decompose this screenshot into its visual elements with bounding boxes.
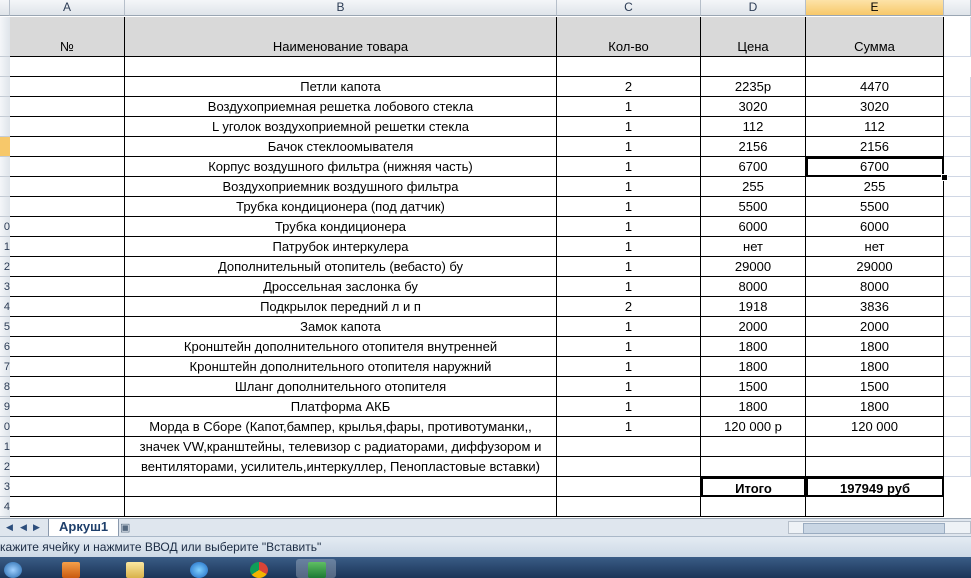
empty-cell[interactable] xyxy=(944,437,971,457)
taskbar xyxy=(0,557,971,578)
item-sum-cell[interactable]: 29000 xyxy=(806,257,944,277)
row-header[interactable]: 4 xyxy=(0,297,10,317)
item-sum-cell[interactable]: 2000 xyxy=(806,317,944,337)
fill-handle[interactable] xyxy=(941,174,948,181)
empty-cell[interactable] xyxy=(557,57,701,77)
num-cell[interactable] xyxy=(10,97,125,117)
item-price-cell[interactable]: 112 xyxy=(701,117,806,137)
empty-cell[interactable] xyxy=(944,357,971,377)
item-name-cell[interactable]: Морда в Сборе (Капот,бампер, крылья,фары, противотуманки,, xyxy=(125,417,557,437)
num-cell[interactable] xyxy=(10,297,125,317)
row-header[interactable]: 3 xyxy=(0,477,10,497)
header-name-cell[interactable]: Наименование товара xyxy=(125,17,557,57)
item-qty-cell[interactable]: 2 xyxy=(557,297,701,317)
item-name-cell[interactable]: Дроссельная заслонка бу xyxy=(125,277,557,297)
item-name-cell[interactable]: Патрубок интеркулера xyxy=(125,237,557,257)
item-name-cell[interactable]: Дополнительный отопитель (вебасто) бу xyxy=(125,257,557,277)
empty-cell[interactable] xyxy=(944,217,971,237)
item-qty-cell[interactable]: 1 xyxy=(557,397,701,417)
num-cell[interactable] xyxy=(10,337,125,357)
header-price-cell[interactable]: Цена xyxy=(701,17,806,57)
empty-cell[interactable] xyxy=(944,17,971,57)
internet-explorer-icon[interactable] xyxy=(178,559,218,578)
item-price-cell[interactable]: нет xyxy=(701,237,806,257)
empty-cell[interactable] xyxy=(10,57,125,77)
num-cell[interactable] xyxy=(10,317,125,337)
empty-cell[interactable] xyxy=(944,297,971,317)
empty-cell[interactable] xyxy=(701,497,806,517)
item-price-cell[interactable] xyxy=(701,437,806,457)
next-sheet-nav-icon[interactable]: ▶ xyxy=(33,522,40,532)
empty-cell[interactable] xyxy=(944,117,971,137)
item-sum-cell[interactable]: 1800 xyxy=(806,357,944,377)
row-header[interactable] xyxy=(0,197,10,217)
insert-sheet-icon[interactable]: ▣ xyxy=(120,522,131,534)
item-name-cell[interactable]: Корпус воздушного фильтра (нижняя часть) xyxy=(125,157,557,177)
num-cell[interactable] xyxy=(10,77,125,97)
item-name-cell[interactable]: вентиляторами, усилитель,интеркуллер, Пенопластовые вставки) xyxy=(125,457,557,477)
item-qty-cell[interactable]: 2 xyxy=(557,77,701,97)
row-header[interactable]: 2 xyxy=(0,457,10,477)
item-name-cell[interactable]: Замок капота xyxy=(125,317,557,337)
item-sum-cell[interactable]: 4470 xyxy=(806,77,944,97)
item-sum-cell[interactable] xyxy=(806,457,944,477)
num-cell[interactable] xyxy=(10,437,125,457)
empty-cell[interactable] xyxy=(944,377,971,397)
chrome-icon[interactable] xyxy=(238,559,278,578)
item-price-cell[interactable]: 8000 xyxy=(701,277,806,297)
total-label-cell[interactable]: Итого xyxy=(701,477,806,497)
item-price-cell[interactable]: 5500 xyxy=(701,197,806,217)
item-sum-cell[interactable]: 1800 xyxy=(806,397,944,417)
num-cell[interactable] xyxy=(10,157,125,177)
empty-cell[interactable] xyxy=(557,497,701,517)
column-header-a[interactable]: A xyxy=(10,0,125,16)
prev-sheet-nav-icon[interactable]: ◀ xyxy=(20,522,27,532)
sheet-tab-bar xyxy=(0,518,971,536)
item-price-cell[interactable]: 29000 xyxy=(701,257,806,277)
item-qty-cell[interactable]: 1 xyxy=(557,417,701,437)
item-name-cell[interactable]: Воздухоприемная решетка лобового стекла xyxy=(125,97,557,117)
empty-cell[interactable] xyxy=(944,277,971,297)
item-qty-cell[interactable]: 1 xyxy=(557,177,701,197)
item-price-cell[interactable]: 2000 xyxy=(701,317,806,337)
empty-cell[interactable] xyxy=(557,477,701,497)
row-header[interactable]: 6 xyxy=(0,337,10,357)
num-cell[interactable] xyxy=(10,137,125,157)
item-qty-cell[interactable]: 1 xyxy=(557,377,701,397)
item-qty-cell[interactable]: 1 xyxy=(557,357,701,377)
select-all-corner[interactable] xyxy=(0,0,10,16)
column-header-b[interactable]: B xyxy=(125,0,557,16)
row-header[interactable] xyxy=(0,17,10,57)
item-price-cell[interactable]: 1800 xyxy=(701,337,806,357)
num-cell[interactable] xyxy=(10,277,125,297)
item-sum-cell[interactable]: 6700 xyxy=(806,157,944,177)
item-price-cell[interactable]: 1500 xyxy=(701,377,806,397)
item-sum-cell[interactable] xyxy=(806,437,944,457)
item-sum-cell[interactable]: 5500 xyxy=(806,197,944,217)
item-qty-cell[interactable]: 1 xyxy=(557,277,701,297)
empty-cell[interactable] xyxy=(944,417,971,437)
empty-cell[interactable] xyxy=(944,237,971,257)
num-cell[interactable] xyxy=(10,237,125,257)
row-header[interactable] xyxy=(0,97,10,117)
item-name-cell[interactable]: Бачок стеклоомывателя xyxy=(125,137,557,157)
status-text: кажите ячейку и нажмите ВВОД или выберите "Вставить" xyxy=(0,540,322,554)
row-header[interactable]: 9 xyxy=(0,397,10,417)
row-header[interactable]: 7 xyxy=(0,357,10,377)
item-name-cell[interactable]: Шланг дополнительного отопителя xyxy=(125,377,557,397)
item-price-cell[interactable]: 1918 xyxy=(701,297,806,317)
empty-cell[interactable] xyxy=(944,457,971,477)
item-name-cell[interactable]: Трубка кондиционера (под датчик) xyxy=(125,197,557,217)
row-header[interactable] xyxy=(0,117,10,137)
row-header[interactable]: 3 xyxy=(0,277,10,297)
num-cell[interactable] xyxy=(10,357,125,377)
num-cell[interactable] xyxy=(10,417,125,437)
item-name-cell[interactable]: Платформа АКБ xyxy=(125,397,557,417)
item-price-cell[interactable]: 6700 xyxy=(701,157,806,177)
header-num-cell[interactable]: № xyxy=(10,17,125,57)
item-qty-cell[interactable]: 1 xyxy=(557,97,701,117)
total-value-cell[interactable]: 197949 руб xyxy=(806,477,944,497)
row-header[interactable] xyxy=(0,137,10,157)
item-price-cell[interactable]: 255 xyxy=(701,177,806,197)
column-header-d[interactable]: D xyxy=(701,0,806,16)
item-name-cell[interactable]: Кронштейн дополнительного отопителя наружний xyxy=(125,357,557,377)
empty-cell[interactable] xyxy=(944,77,971,97)
item-sum-cell[interactable]: 120 000 xyxy=(806,417,944,437)
row-header[interactable]: 0 xyxy=(0,417,10,437)
item-price-cell[interactable]: 2235р xyxy=(701,77,806,97)
row-header[interactable]: 5 xyxy=(0,317,10,337)
item-name-cell[interactable]: Воздухоприемник воздушного фильтра xyxy=(125,177,557,197)
item-sum-cell[interactable]: нет xyxy=(806,237,944,257)
empty-cell[interactable] xyxy=(806,57,944,77)
item-qty-cell[interactable]: 1 xyxy=(557,237,701,257)
item-price-cell[interactable]: 1800 xyxy=(701,397,806,417)
item-name-cell[interactable]: значек VW,кранштейны, телевизор с радиаторами, диффузором и xyxy=(125,437,557,457)
item-qty-cell[interactable]: 1 xyxy=(557,337,701,357)
empty-cell[interactable] xyxy=(944,257,971,277)
num-cell[interactable] xyxy=(10,217,125,237)
scroll-thumb[interactable] xyxy=(803,523,945,534)
item-sum-cell[interactable]: 1800 xyxy=(806,337,944,357)
empty-cell[interactable] xyxy=(125,477,557,497)
num-cell[interactable] xyxy=(10,177,125,197)
media-player-icon[interactable] xyxy=(50,559,90,578)
header-qty-cell[interactable]: Кол-во xyxy=(557,17,701,57)
item-qty-cell[interactable]: 1 xyxy=(557,317,701,337)
item-price-cell[interactable] xyxy=(701,457,806,477)
item-qty-cell[interactable]: 1 xyxy=(557,117,701,137)
empty-cell[interactable] xyxy=(944,317,971,337)
num-cell[interactable] xyxy=(10,477,125,497)
empty-cell[interactable] xyxy=(944,157,971,177)
empty-cell[interactable] xyxy=(944,177,971,197)
item-qty-cell[interactable]: 1 xyxy=(557,197,701,217)
row-header[interactable]: 4 xyxy=(0,497,10,517)
item-price-cell[interactable]: 6000 xyxy=(701,217,806,237)
item-name-cell[interactable]: L уголок воздухоприемной решетки стекла xyxy=(125,117,557,137)
row-header[interactable] xyxy=(0,77,10,97)
item-sum-cell[interactable]: 1500 xyxy=(806,377,944,397)
sheet-tab[interactable]: Аркуш1 xyxy=(48,519,119,537)
horizontal-scrollbar[interactable] xyxy=(788,521,971,534)
item-sum-cell[interactable]: 112 xyxy=(806,117,944,137)
empty-cell[interactable] xyxy=(10,497,125,517)
row-header[interactable]: 1 xyxy=(0,437,10,457)
row-header[interactable]: 8 xyxy=(0,377,10,397)
item-sum-cell[interactable]: 6000 xyxy=(806,217,944,237)
item-price-cell[interactable]: 2156 xyxy=(701,137,806,157)
item-name-cell[interactable]: Подкрылок передний л и п xyxy=(125,297,557,317)
empty-cell[interactable] xyxy=(944,197,971,217)
column-header-e[interactable]: E xyxy=(806,0,944,16)
excel-icon[interactable] xyxy=(296,559,336,578)
item-qty-cell[interactable]: 1 xyxy=(557,137,701,157)
empty-cell[interactable] xyxy=(806,497,944,517)
column-header-filler xyxy=(944,0,971,16)
item-sum-cell[interactable]: 2156 xyxy=(806,137,944,157)
item-price-cell[interactable]: 120 000 р xyxy=(701,417,806,437)
empty-cell[interactable] xyxy=(944,337,971,357)
row-header[interactable]: 2 xyxy=(0,257,10,277)
item-qty-cell[interactable] xyxy=(557,457,701,477)
column-header-c[interactable]: C xyxy=(557,0,701,16)
status-bar xyxy=(0,536,971,557)
num-cell[interactable] xyxy=(10,117,125,137)
start-orb-icon[interactable] xyxy=(0,559,32,578)
item-price-cell[interactable]: 1800 xyxy=(701,357,806,377)
num-cell[interactable] xyxy=(10,457,125,477)
empty-cell[interactable] xyxy=(944,397,971,417)
item-qty-cell[interactable]: 1 xyxy=(557,217,701,237)
item-name-cell[interactable]: Петли капота xyxy=(125,77,557,97)
empty-cell[interactable] xyxy=(944,97,971,117)
item-sum-cell[interactable]: 3836 xyxy=(806,297,944,317)
first-sheet-nav-icon[interactable]: ◀ xyxy=(6,522,13,532)
item-sum-cell[interactable]: 255 xyxy=(806,177,944,197)
num-cell[interactable] xyxy=(10,257,125,277)
item-name-cell[interactable]: Кронштейн дополнительного отопителя внутренней xyxy=(125,337,557,357)
folder-icon[interactable] xyxy=(114,559,154,578)
num-cell[interactable] xyxy=(10,377,125,397)
item-sum-cell[interactable]: 3020 xyxy=(806,97,944,117)
item-name-cell[interactable]: Трубка кондиционера xyxy=(125,217,557,237)
item-sum-cell[interactable]: 8000 xyxy=(806,277,944,297)
item-price-cell[interactable]: 3020 xyxy=(701,97,806,117)
item-qty-cell[interactable]: 1 xyxy=(557,257,701,277)
item-qty-cell[interactable]: 1 xyxy=(557,157,701,177)
header-sum-cell[interactable]: Сумма xyxy=(806,17,944,57)
num-cell[interactable] xyxy=(10,397,125,417)
empty-cell[interactable] xyxy=(125,497,557,517)
row-header[interactable]: 1 xyxy=(0,237,10,257)
row-header[interactable]: 0 xyxy=(0,217,10,237)
empty-cell[interactable] xyxy=(944,137,971,157)
row-header[interactable] xyxy=(0,157,10,177)
empty-cell[interactable] xyxy=(701,57,806,77)
row-header[interactable] xyxy=(0,177,10,197)
empty-cell[interactable] xyxy=(125,57,557,77)
num-cell[interactable] xyxy=(10,197,125,217)
row-header[interactable] xyxy=(0,57,10,77)
item-qty-cell[interactable] xyxy=(557,437,701,457)
